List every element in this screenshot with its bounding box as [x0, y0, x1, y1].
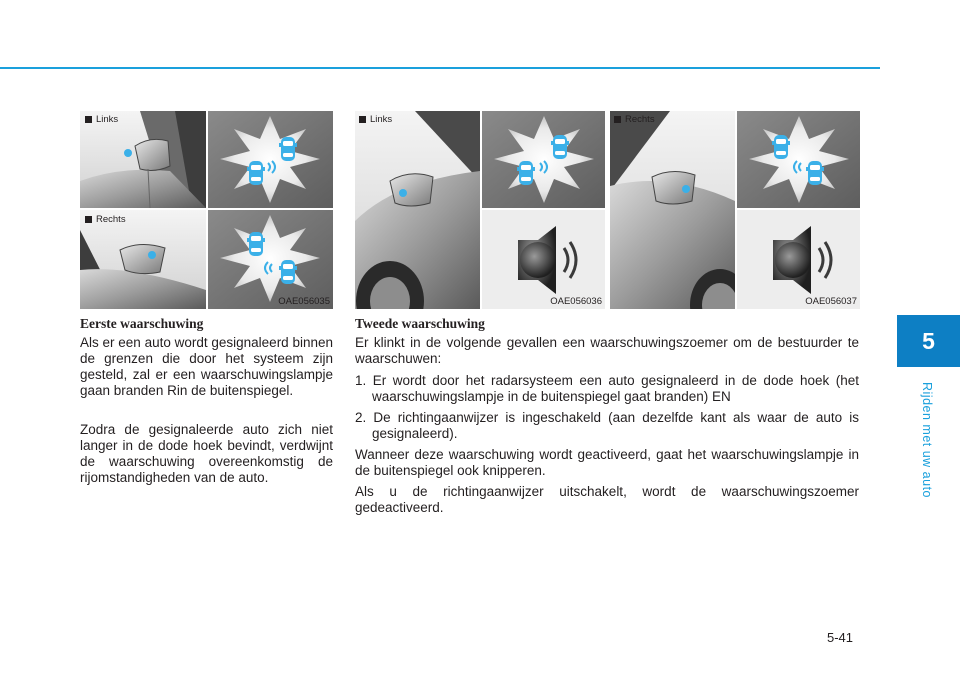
- figure-label-right: Rechts: [614, 114, 655, 125]
- figure-first-warning: [80, 111, 333, 309]
- figure-label-left: Links: [359, 114, 392, 125]
- list-item: 2. De richtingaanwijzer is ingeschakeld (aan dezelfde kant als waar de auto is gesignaleerd).: [355, 410, 859, 441]
- paragraph: Zodra de gesignaleerde auto zich niet langer in de dode hoek bevindt, verdwijnt de waarschuwing overeenkomstig de rijomstandigheden van de auto.: [80, 422, 333, 485]
- list-item: 1. Er wordt door het radarsysteem een auto gesignaleerd in de dode hoek (het waarschuwingslampje in de buitenspiegel gaat branden) EN: [355, 373, 859, 404]
- paragraph: Er klinkt in de volgende gevallen een waarschuwingszoemer om de bestuurder te waarschuwen:: [355, 335, 859, 366]
- section-heading-first-warning: Eerste waarschuwing: [80, 316, 204, 331]
- figure-code: OAE056037: [805, 296, 857, 307]
- bullet-square-icon: [85, 216, 92, 223]
- speaker-right-illustration: [737, 210, 860, 309]
- paragraph: Wanneer deze waarschuwing wordt geactiveerd, gaat het waarschuwingslampje in de buitenspiegel ook knipperen.: [355, 447, 859, 478]
- figure-label-left: Links: [85, 114, 118, 125]
- chapter-number: 5: [922, 327, 935, 354]
- car-side-right-illustration: [610, 111, 735, 309]
- figure-code: OAE056035: [278, 296, 330, 307]
- figure-label-right: Rechts: [85, 214, 126, 225]
- bullet-square-icon: [359, 116, 366, 123]
- mirror-left-illustration: [80, 111, 206, 208]
- header-rule: [0, 67, 880, 69]
- speaker-left-illustration: [482, 210, 605, 309]
- paragraph: Als u de richtingaanwijzer uitschakelt, wordt de waarschuwingszoemer gedeactiveerd.: [355, 484, 859, 515]
- figure-second-warning-left: [355, 111, 605, 309]
- radar-alert-right-illustration: [737, 111, 860, 208]
- figure-code: OAE056036: [550, 296, 602, 307]
- chapter-title-vertical: [918, 382, 938, 532]
- radar-alert-left-illustration: [482, 111, 605, 208]
- car-side-left-illustration: [355, 111, 480, 309]
- bullet-square-icon: [614, 116, 621, 123]
- radar-left-illustration: [208, 111, 333, 208]
- chapter-title: Rijden met uw auto: [920, 382, 934, 499]
- paragraph: Als er een auto wordt gesignaleerd binnen de grenzen die door het systeem zijn gesteld, zal er een waarschuwingslampje gaan branden Rin de buitenspiegel.: [80, 335, 333, 398]
- chapter-tab[interactable]: [897, 315, 960, 367]
- section-heading-second-warning: Tweede waarschuwing: [355, 316, 485, 331]
- figure-second-warning-right: [610, 111, 860, 309]
- radar-right-illustration: [208, 210, 333, 309]
- bullet-square-icon: [85, 116, 92, 123]
- page-number: 5-41: [827, 630, 854, 645]
